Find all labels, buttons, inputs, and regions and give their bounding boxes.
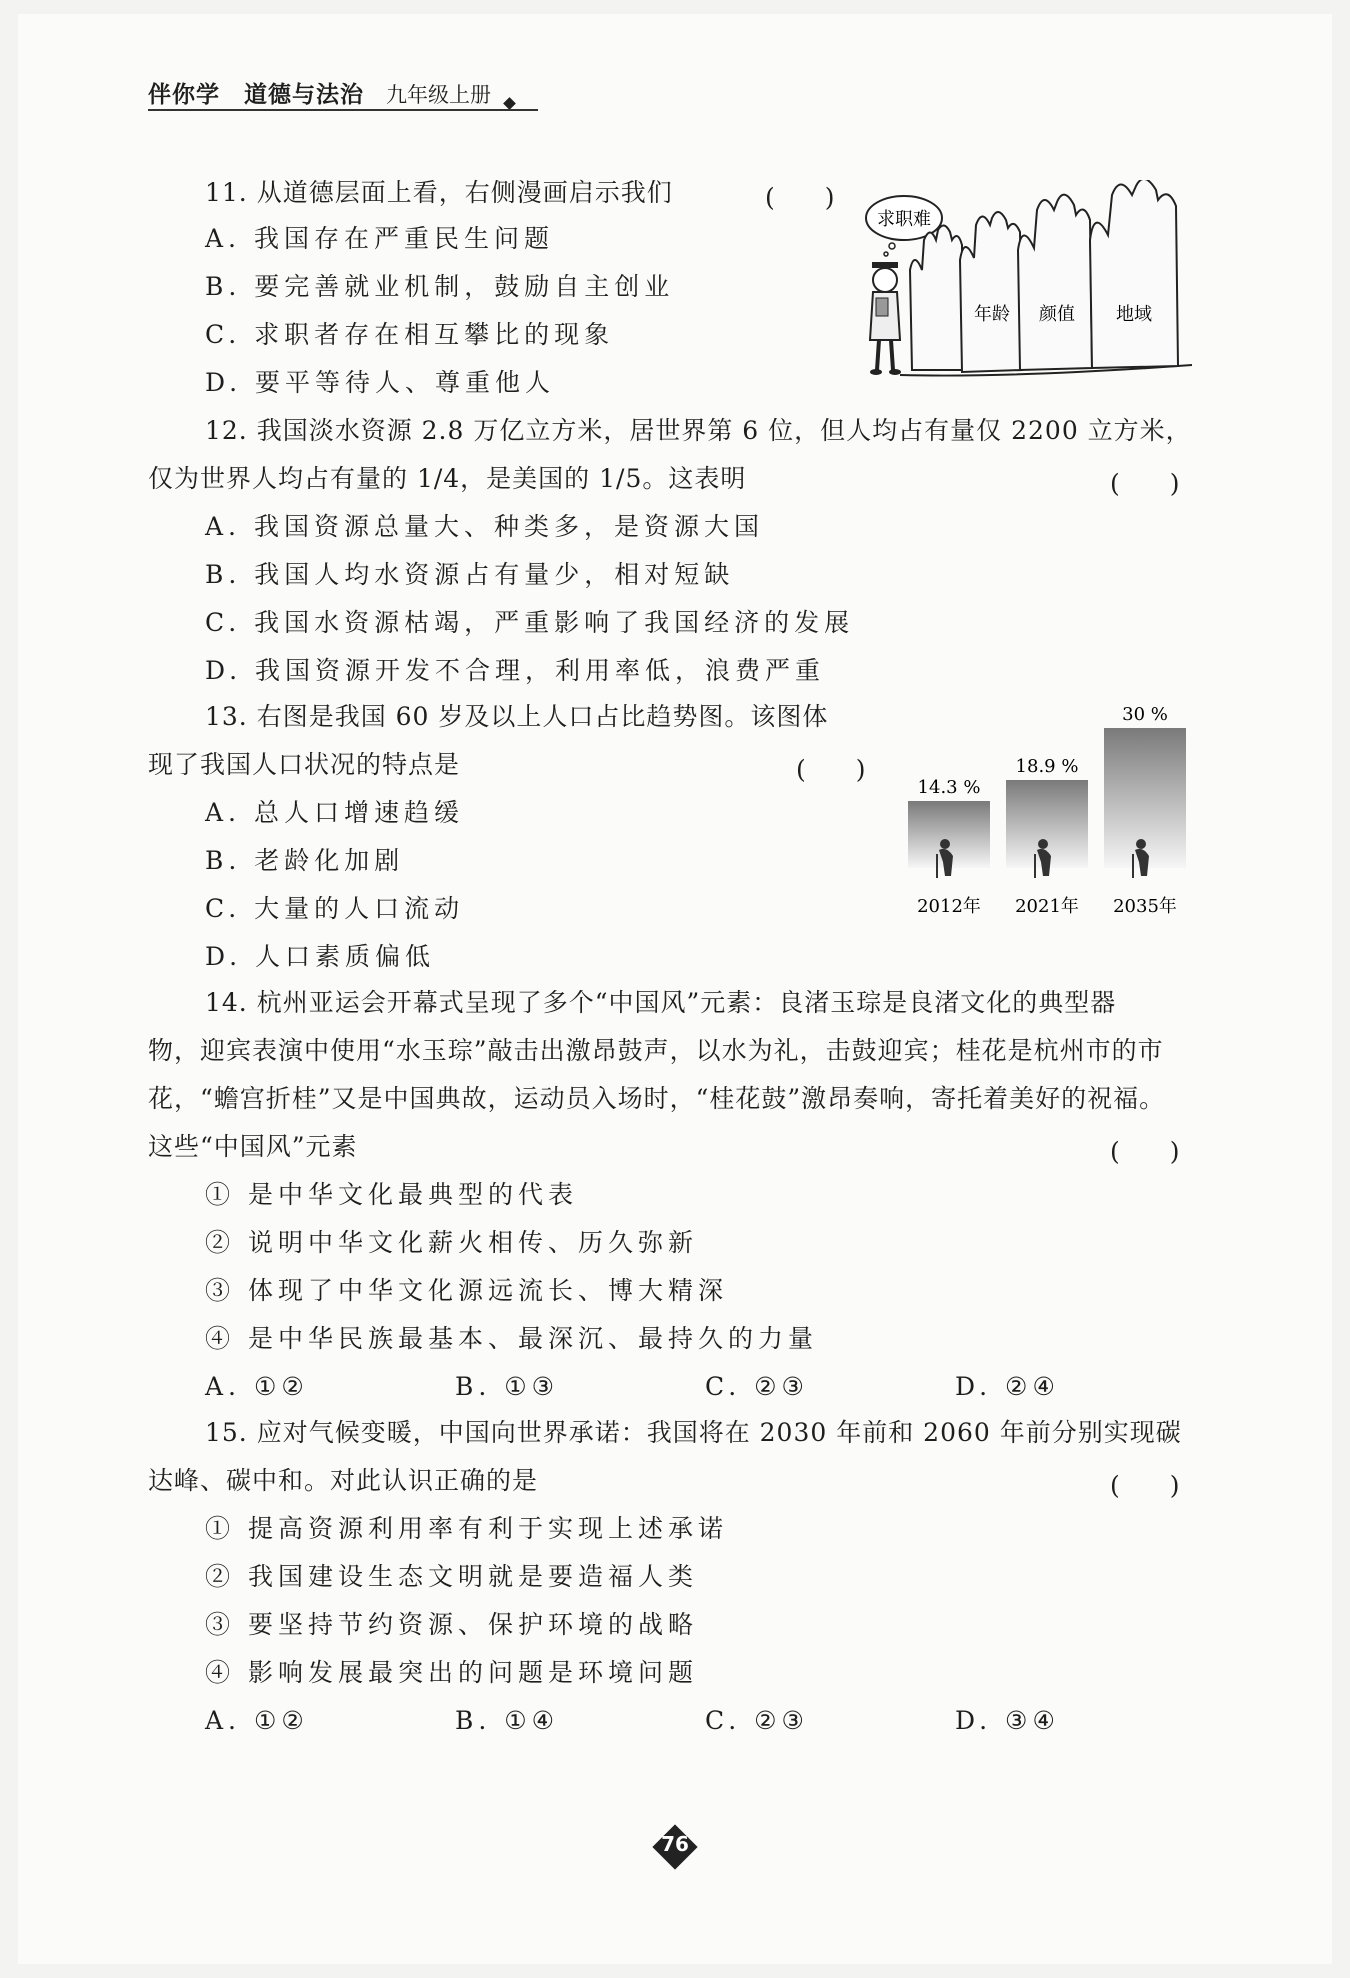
- subject-title: 道德与法治: [244, 82, 364, 108]
- q15-choice-a: A. ①②: [205, 1706, 309, 1735]
- q14-choice-d: D. ②④: [955, 1372, 1060, 1401]
- category-label: 2035年: [1113, 896, 1177, 917]
- q13-stem-line2: 现了我国人口状况的特点是: [148, 750, 461, 779]
- diamond-icon: [503, 97, 516, 110]
- q14-choice-a: A. ①②: [205, 1372, 309, 1401]
- header-rule: [148, 109, 538, 111]
- q11-option-c: C. 求职者存在相互攀比的现象: [205, 320, 615, 349]
- q13-option-a: A. 总人口增速趋缓: [205, 798, 464, 827]
- page-number-badge: [652, 1824, 698, 1870]
- q15-stem-line2: 达峰、碳中和。对此认识正确的是: [148, 1466, 539, 1495]
- q14-stem-line2: 物，迎宾表演中使用“水玉琮”敲击出激昂鼓声，以水为礼，击鼓迎宾；桂花是杭州市的市: [148, 1036, 1164, 1065]
- hand-2: [960, 212, 1022, 372]
- q14-item-2: ② 说明中华文化薪火相传、历久弥新: [205, 1228, 698, 1257]
- hand-label-age: 年龄: [974, 304, 1010, 325]
- q11-option-d: D. 要平等待人、尊重他人: [205, 368, 556, 397]
- hand-label-looks: 颜值: [1039, 304, 1075, 325]
- bar-value-label: 18.9 %: [1015, 756, 1079, 777]
- q15-choice-d: D. ③④: [955, 1706, 1060, 1735]
- q11-stem: 11. 从道德层面上看，右侧漫画启示我们: [205, 178, 673, 207]
- category-label: 2021年: [1015, 896, 1079, 917]
- q14-item-4: ④ 是中华民族最基本、最深沉、最持久的力量: [205, 1324, 818, 1353]
- q12-stem-line2: 仅为世界人均占有量的 1/4，是美国的 1/5。这表明: [148, 464, 747, 493]
- q11-answer-paren: ( ): [765, 183, 835, 212]
- q12-option-c: C. 我国水资源枯竭，严重影响了我国经济的发展: [205, 608, 855, 637]
- hand-label-region: 地域: [1116, 304, 1152, 325]
- hand-3: [1018, 195, 1092, 370]
- bar-value-label: 14.3 %: [917, 777, 981, 798]
- q12-answer-paren: ( ): [1110, 469, 1180, 498]
- q14-answer-paren: ( ): [1110, 1137, 1180, 1166]
- q15-item-1: ① 提高资源利用率有利于实现上述承诺: [205, 1514, 728, 1543]
- book-title: 伴你学: [148, 82, 220, 108]
- q12-option-b: B. 我国人均水资源占有量少，相对短缺: [205, 560, 735, 589]
- q11-option-b: B. 要完善就业机制，鼓励自主创业: [205, 272, 675, 301]
- q14-item-3: ③ 体现了中华文化源远流长、博大精深: [205, 1276, 728, 1305]
- q13-answer-paren: ( ): [796, 755, 866, 784]
- q14-stem-line4: 这些“中国风”元素: [148, 1132, 358, 1161]
- job-seeker-figure: [870, 262, 901, 375]
- population-aging-chart: [890, 700, 1190, 930]
- bubble-text: 求职难: [877, 209, 931, 230]
- q15-choice-c: C. ②③: [705, 1706, 809, 1735]
- hand-4: [1090, 180, 1178, 368]
- q13-option-c: C. 大量的人口流动: [205, 894, 465, 923]
- page-number: 76: [661, 1832, 689, 1856]
- q15-item-2: ② 我国建设生态文明就是要造福人类: [205, 1562, 698, 1591]
- q14-stem-line1: 14. 杭州亚运会开幕式呈现了多个“中国风”元素：良渚玉琮是良渚文化的典型器: [205, 988, 1117, 1017]
- q15-item-3: ③ 要坚持节约资源、保护环境的战略: [205, 1610, 698, 1639]
- q15-stem-line1: 15. 应对气候变暖，中国向世界承诺：我国将在 2030 年前和 2060 年前分别实现碳: [205, 1418, 1182, 1447]
- q14-item-1: ① 是中华文化最典型的代表: [205, 1180, 578, 1209]
- category-label: 2012年: [917, 896, 981, 917]
- hand-1: [910, 225, 962, 370]
- q12-stem-line1: 12. 我国淡水资源 2.8 万亿立方米，居世界第 6 位，但人均占有量仅 2200 立方米，: [205, 416, 1192, 445]
- q12-option-d: D. 我国资源开发不合理，利用率低，浪费严重: [205, 656, 826, 685]
- q14-choice-b: B. ①③: [455, 1372, 560, 1401]
- bar-value-label: 30 %: [1122, 704, 1168, 725]
- q11-cartoon: [862, 180, 1197, 380]
- q11-option-a: A. 我国存在严重民生问题: [205, 224, 554, 253]
- q13-option-b: B. 老龄化加剧: [205, 846, 405, 875]
- q15-item-4: ④ 影响发展最突出的问题是环境问题: [205, 1658, 698, 1687]
- grade-label: 九年级上册: [386, 83, 491, 107]
- q12-option-a: A. 我国资源总量大、种类多，是资源大国: [205, 512, 764, 541]
- q13-stem-line1: 13. 右图是我国 60 岁及以上人口占比趋势图。该图体: [205, 702, 829, 731]
- q13-option-d: D. 人口素质偏低: [205, 942, 436, 971]
- q14-choice-c: C. ②③: [705, 1372, 809, 1401]
- running-header: [148, 76, 514, 108]
- q15-answer-paren: ( ): [1110, 1471, 1180, 1500]
- q14-stem-line3: 花，“蟾宫折桂”又是中国典故，运动员入场时，“桂花鼓”激昂奏响，寄托着美好的祝福。: [148, 1084, 1166, 1113]
- q15-choice-b: B. ①④: [455, 1706, 560, 1735]
